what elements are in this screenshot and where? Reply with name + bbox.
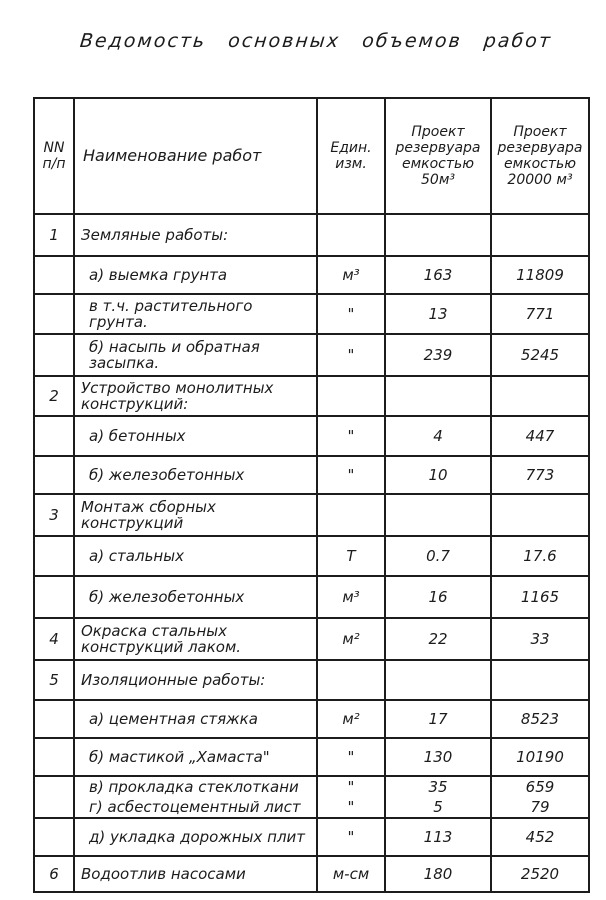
row-value-50: 130 [385,738,491,776]
row-value-20000: 1165 [491,576,589,618]
row-num: 3 [34,494,74,536]
header-project-20000: Проект резервуара емкостью 20000 м³ [491,98,589,214]
row-value-20000: 10190 [491,738,589,776]
row-num [34,776,74,818]
table-row [34,738,589,776]
row-num [34,700,74,738]
works-volume-table [33,97,590,893]
row-name: а) цементная стяжка [74,700,317,738]
row-unit: м-см [317,856,385,892]
row-name: в) прокладка стеклоткани [74,776,317,796]
row-num [34,536,74,576]
row-unit: м² [317,618,385,660]
row-value-50: 35 [385,776,491,796]
row-name: а) стальных [74,536,317,576]
table-row [34,796,589,818]
table-row [34,576,589,618]
row-num [34,416,74,456]
table-row [34,294,589,334]
row-name: Земляные работы: [74,214,317,256]
row-value-20000: 8523 [491,700,589,738]
table-header-row [34,98,589,214]
row-value-20000: 79 [491,796,589,818]
row-unit: Т [317,536,385,576]
row-value-20000 [491,376,589,416]
row-unit [317,376,385,416]
row-unit [317,494,385,536]
table-row [34,536,589,576]
row-value-20000: 11809 [491,256,589,294]
document-title: Ведомость основных объемов работ [78,30,554,52]
row-value-50 [385,660,491,700]
row-value-20000: 447 [491,416,589,456]
row-value-50: 163 [385,256,491,294]
row-value-20000 [491,494,589,536]
table-row [34,416,589,456]
row-value-50: 180 [385,856,491,892]
row-value-20000: 17.6 [491,536,589,576]
row-value-50: 22 [385,618,491,660]
row-value-50: 10 [385,456,491,494]
row-name: б) железобетонных [74,456,317,494]
table-row [34,660,589,700]
row-unit: м² [317,700,385,738]
row-num: 2 [34,376,74,416]
row-value-50: 0.7 [385,536,491,576]
row-value-50: 239 [385,334,491,376]
row-unit: " [317,456,385,494]
table-row [34,776,589,796]
row-unit: " [317,294,385,334]
row-value-20000: 452 [491,818,589,856]
row-value-50 [385,494,491,536]
row-name: Окраска стальных конструкций лаком. [74,618,317,660]
row-value-20000: 2520 [491,856,589,892]
row-num: 4 [34,618,74,660]
table-row [34,256,589,294]
row-name: б) насыпь и обратная засыпка. [74,334,317,376]
row-value-50: 113 [385,818,491,856]
row-value-50: 17 [385,700,491,738]
row-num [34,294,74,334]
row-name: Устройство монолитных конструкций: [74,376,317,416]
table-row [34,376,589,416]
row-unit: " [317,738,385,776]
row-num [34,576,74,618]
row-num [34,334,74,376]
row-num [34,456,74,494]
row-value-20000 [491,214,589,256]
table-row [34,494,589,536]
header-num: NN п/п [34,98,74,214]
row-unit: м³ [317,576,385,618]
row-value-20000: 773 [491,456,589,494]
table-row [34,214,589,256]
row-name: Водоотлив насосами [74,856,317,892]
row-unit: " [317,796,385,818]
row-value-50: 4 [385,416,491,456]
row-num: 6 [34,856,74,892]
table-row [34,334,589,376]
row-unit [317,660,385,700]
row-value-50: 16 [385,576,491,618]
table-row [34,456,589,494]
row-num: 5 [34,660,74,700]
table-row [34,618,589,660]
table-row [34,700,589,738]
row-name: д) укладка дорожных плит [74,818,317,856]
row-unit: " [317,334,385,376]
row-value-20000: 659 [491,776,589,796]
row-value-50 [385,214,491,256]
table-row [34,818,589,856]
row-name: Изоляционные работы: [74,660,317,700]
row-unit: м³ [317,256,385,294]
row-value-20000: 5245 [491,334,589,376]
row-num: 1 [34,214,74,256]
row-value-50 [385,376,491,416]
row-name: Монтаж сборных конструкций [74,494,317,536]
row-name: в т.ч. растительного грунта. [74,294,317,334]
row-value-20000 [491,660,589,700]
table-row [34,856,589,892]
row-name: б) железобетонных [74,576,317,618]
header-name: Наименование работ [74,98,317,214]
row-value-20000: 33 [491,618,589,660]
header-project-50: Проект резервуара емкостью 50м³ [385,98,491,214]
row-num [34,738,74,776]
row-value-50: 13 [385,294,491,334]
header-unit: Един. изм. [317,98,385,214]
row-name: г) асбестоцементный лист [74,796,317,818]
row-num [34,818,74,856]
row-value-20000: 771 [491,294,589,334]
row-unit: " [317,416,385,456]
row-name: а) бетонных [74,416,317,456]
row-unit: " [317,776,385,796]
row-value-50: 5 [385,796,491,818]
row-name: б) мастикой „Хамаста" [74,738,317,776]
row-unit [317,214,385,256]
row-num [34,256,74,294]
row-name: а) выемка грунта [74,256,317,294]
row-unit: " [317,818,385,856]
